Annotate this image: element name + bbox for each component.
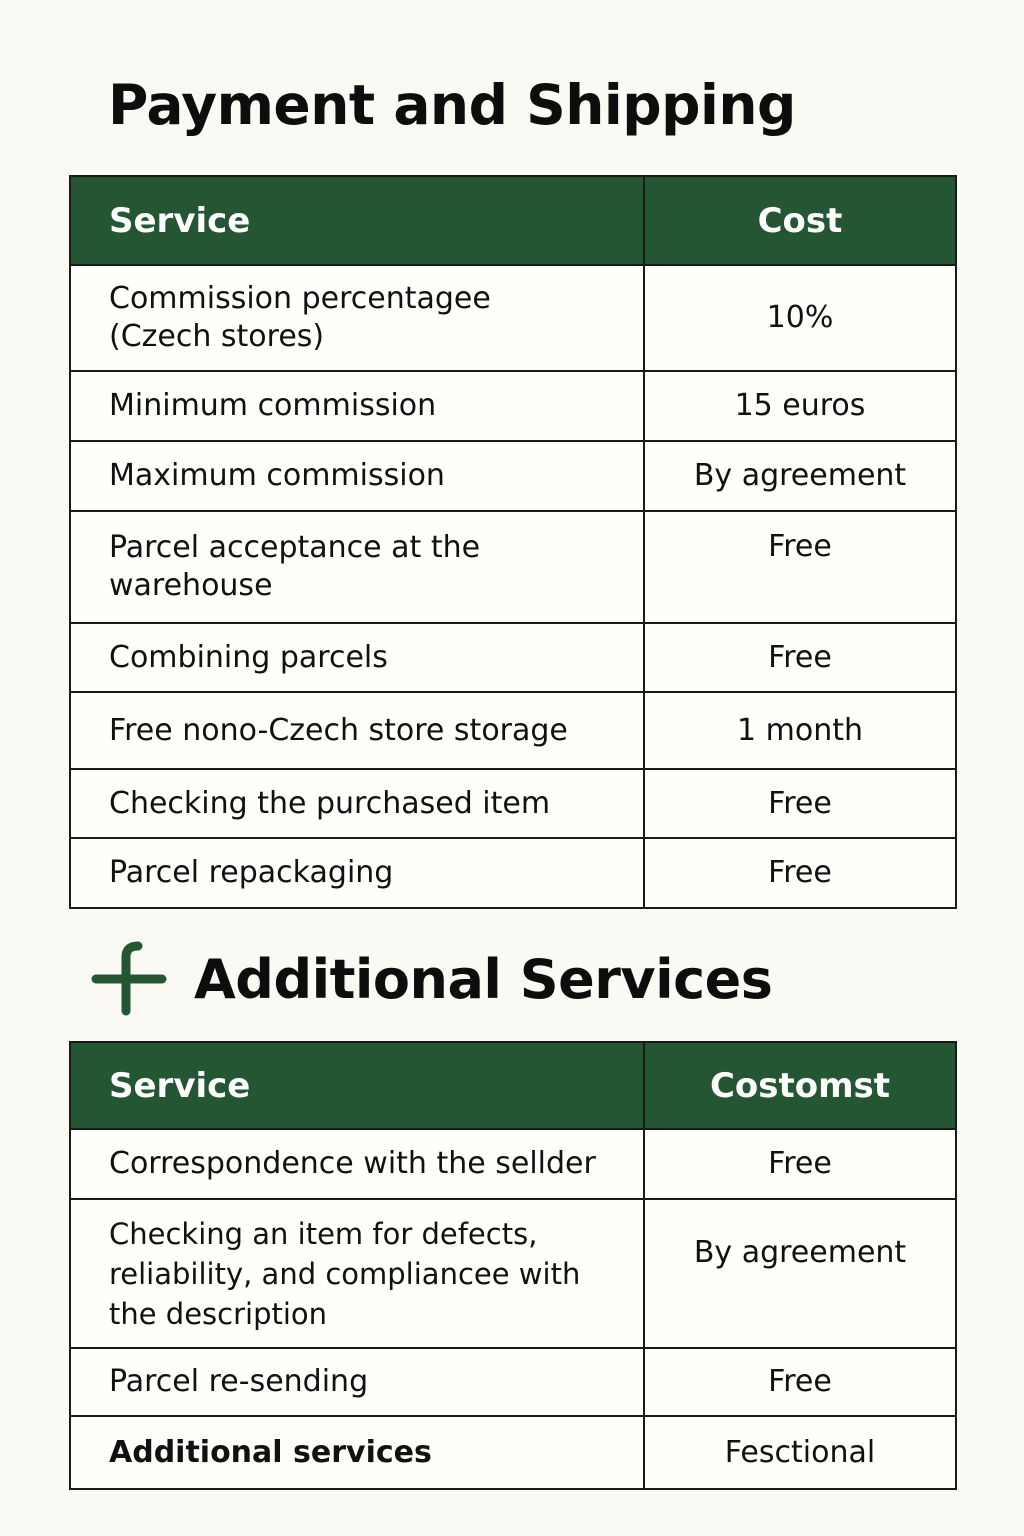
service-label-line: Commission percentagee [109,281,491,316]
cost-cell: 1 month [644,692,956,769]
table-row [70,371,956,441]
table-row [70,769,956,838]
table-row [70,265,956,371]
table-row [70,623,956,692]
service-cell: Parcel repackaging [70,838,644,908]
cost-column-header: Costomst [644,1042,956,1129]
cost-cell: Free [644,769,956,838]
service-cell: Checking the purchased item [70,769,644,838]
page-title: Payment and Shipping [108,73,796,137]
service-cell: Correspondence with the sellder [70,1129,644,1199]
table-header-row [70,1042,956,1129]
table-row [70,1348,956,1416]
payment-shipping-table [69,175,957,909]
cost-cell: By agreement [644,441,956,511]
plus-icon [90,941,168,1019]
cost-cell: Free [644,511,956,623]
cost-cell: Fesctional [644,1416,956,1489]
cost-column-header: Cost [644,176,956,265]
service-cell: Free nono-Czech store storage [70,692,644,769]
service-cell: Maximum commission [70,441,644,511]
table-row [70,692,956,769]
cost-cell: By agreement [644,1199,956,1348]
service-cell: Minimum commission [70,371,644,441]
table-row [70,511,956,623]
cost-cell: 15 euros [644,371,956,441]
table-row [70,1199,956,1348]
service-column-header: Service [70,1042,644,1129]
service-cell [70,265,644,371]
cost-cell: Free [644,1348,956,1416]
table-header-row [70,176,956,265]
service-cell: Checking an item for defects, reliability, and compliancee with the description [70,1199,644,1348]
table-row [70,441,956,511]
service-cell: Additional services [70,1416,644,1489]
section-title: Additional Services [194,948,773,1011]
service-column-header: Service [70,176,644,265]
table-row [70,838,956,908]
additional-services-heading [90,940,772,1020]
cost-cell: Free [644,1129,956,1199]
table-row [70,1129,956,1199]
additional-services-table [69,1041,957,1490]
cost-cell: Free [644,838,956,908]
service-cell: Parcel acceptance at the warehouse [70,511,644,623]
service-cell: Parcel re-sending [70,1348,644,1416]
service-label-line: (Czech stores) [109,319,325,354]
service-cell: Combining parcels [70,623,644,692]
cost-cell: 10% [644,265,956,371]
cost-cell: Free [644,623,956,692]
table-row [70,1416,956,1489]
